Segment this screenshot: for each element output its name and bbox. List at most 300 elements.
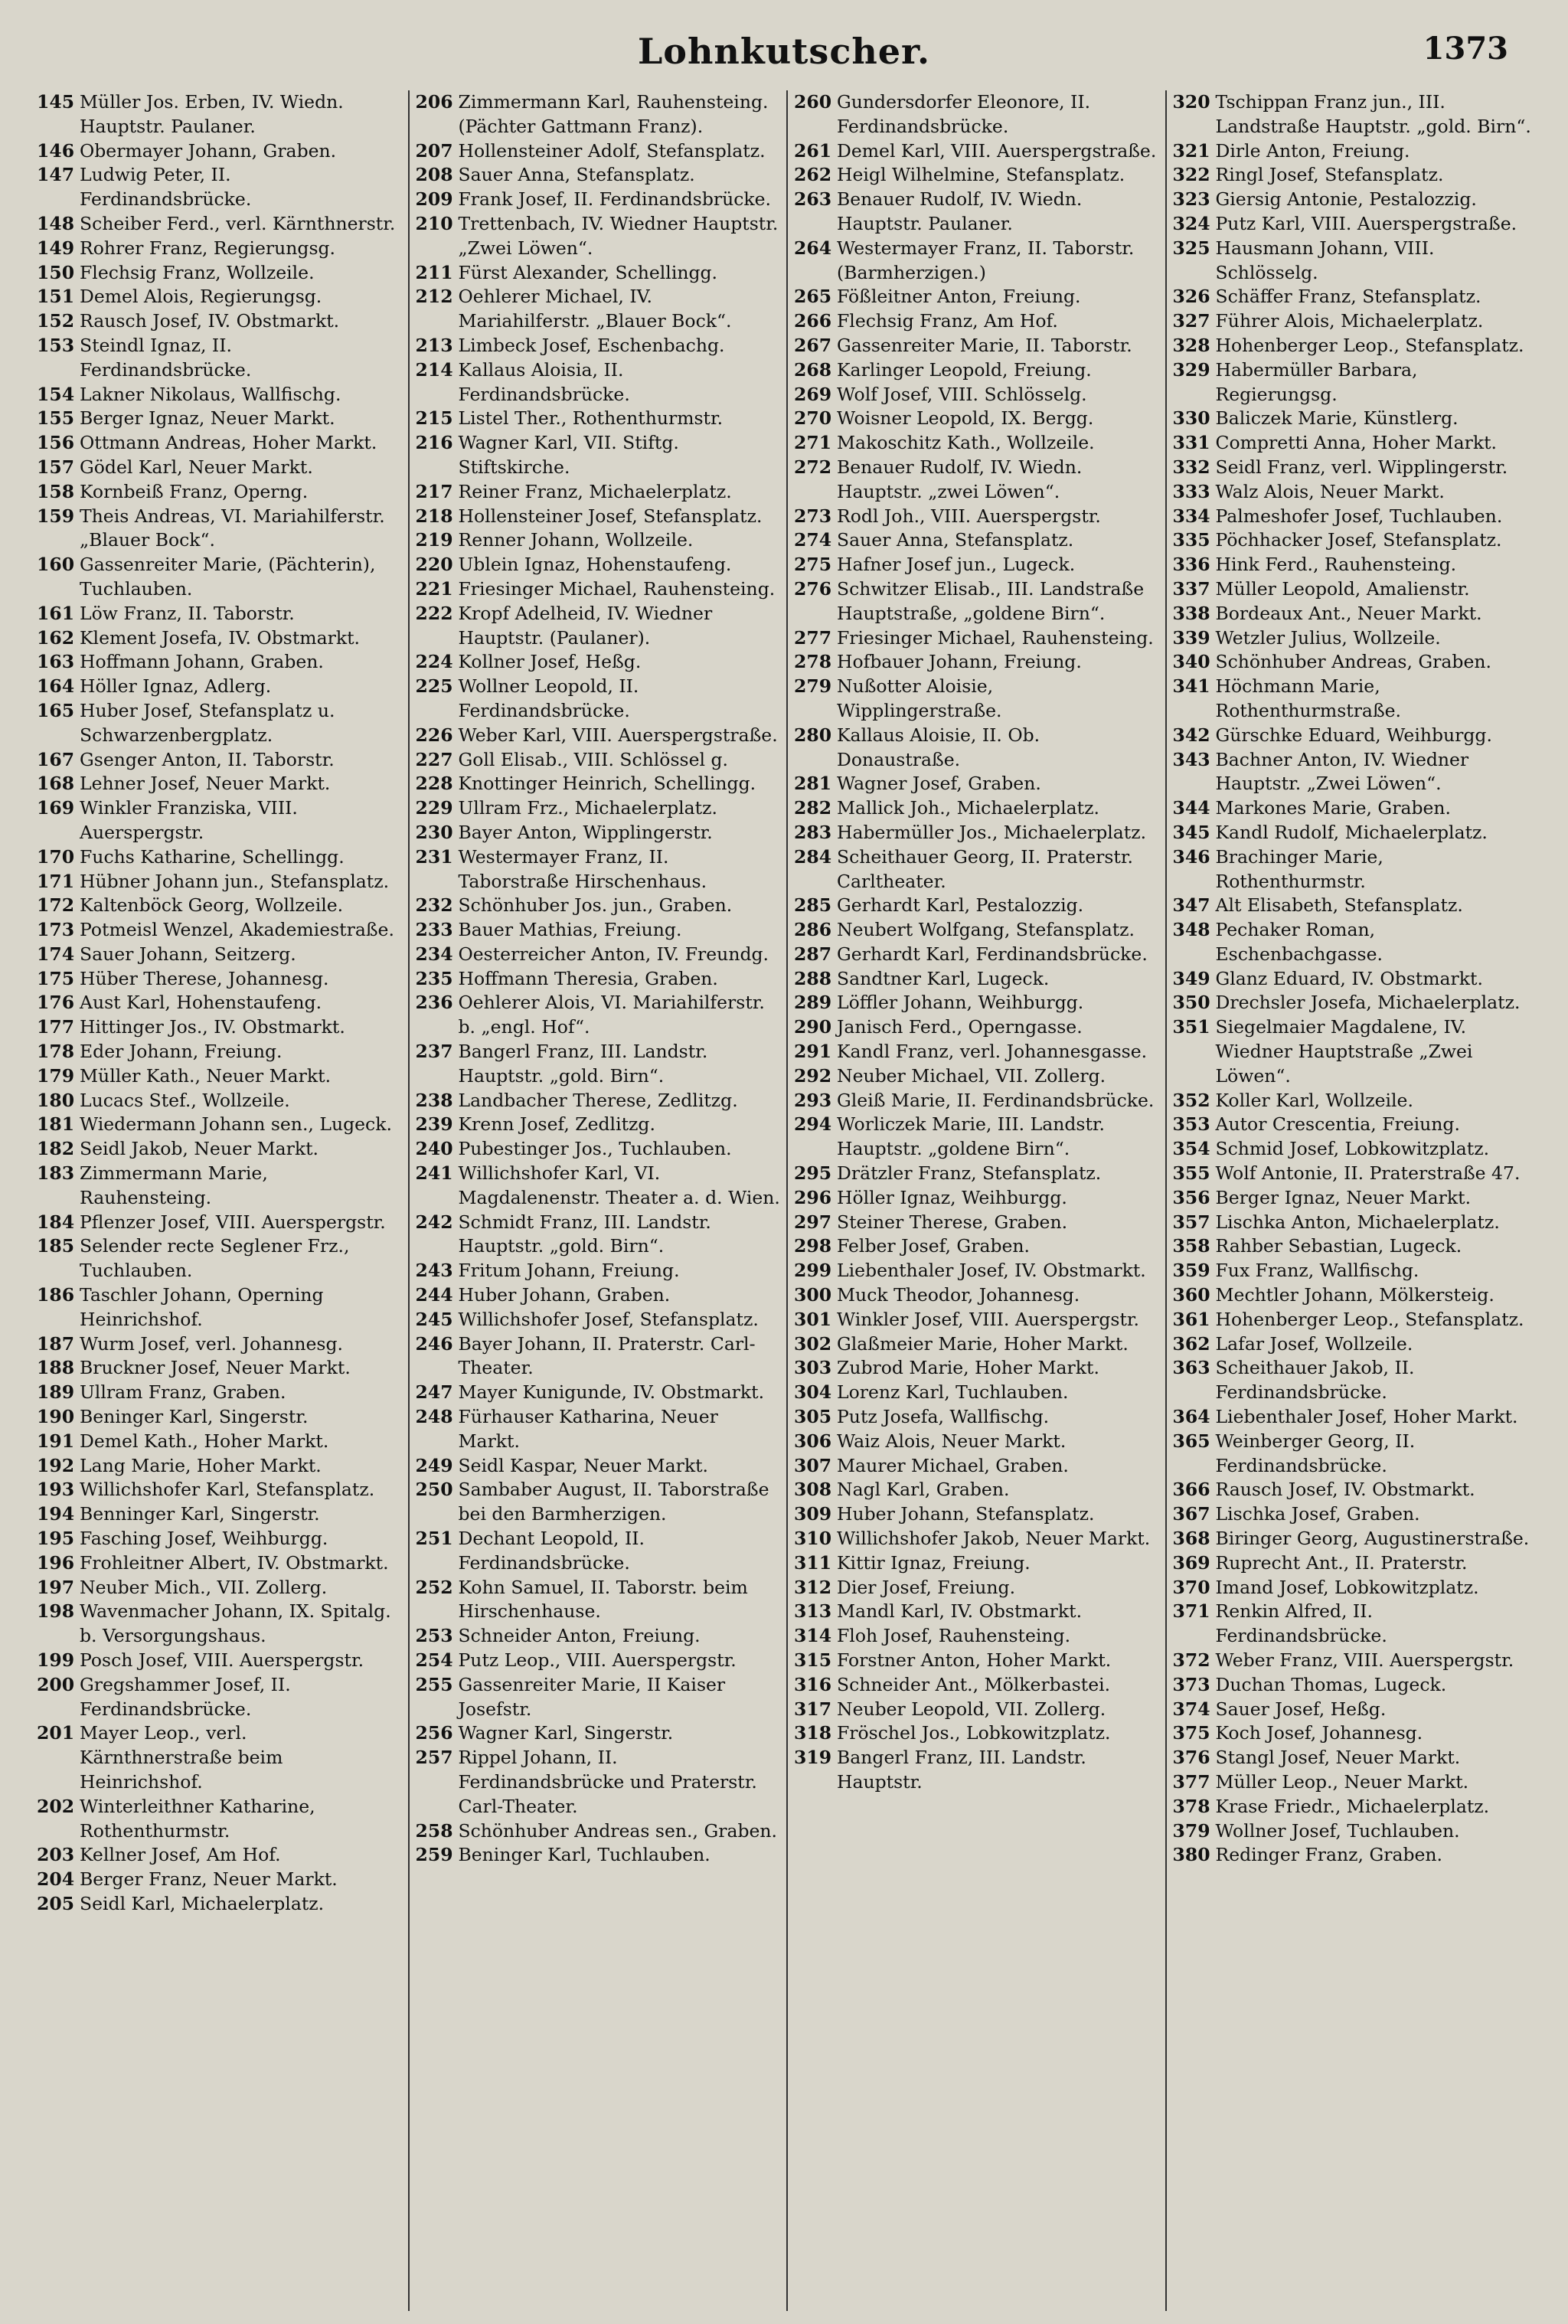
entry-text: Sauer Anna, Stefansplatz.: [458, 164, 695, 186]
directory-entry: [37, 456, 402, 480]
entry-number: 170: [37, 845, 75, 868]
directory-entry: [794, 1600, 1159, 1624]
entry-text: Hübner Johann jun., Stefansplatz.: [80, 870, 390, 892]
entry-text: Biringer Georg, Augustinerstraße.: [1215, 1528, 1530, 1550]
directory-entry: [794, 724, 1159, 773]
entry-number: 336: [1172, 554, 1210, 576]
entry-number: 322: [1172, 164, 1210, 186]
directory-entry: [794, 967, 1159, 992]
entry-text: Woisner Leopold, IX. Bergg.: [837, 407, 1094, 430]
entry-number: 226: [415, 724, 453, 746]
entry-number: 353: [1172, 1113, 1210, 1136]
entry-number: 280: [794, 724, 832, 746]
directory-entry: [794, 90, 1159, 139]
directory-entry: [37, 796, 402, 845]
entry-number: 252: [415, 1576, 453, 1598]
directory-entry: [37, 1795, 402, 1844]
entry-number: 341: [1172, 675, 1210, 698]
entry-number: 194: [37, 1503, 75, 1525]
entry-number: 255: [415, 1673, 453, 1695]
entry-number: 332: [1172, 456, 1210, 478]
entry-number: 213: [415, 334, 453, 356]
entry-number: 234: [415, 943, 453, 965]
entry-text: Höller Ignaz, Adlerg.: [80, 675, 272, 698]
entry-text: Gundersdorfer Eleonore, II. Ferdinandsbrücke.: [837, 91, 1091, 137]
directory-entry: [416, 845, 781, 894]
entry-text: Steindl Ignaz, II. Ferdinandsbrücke.: [80, 334, 252, 381]
column-1: [31, 90, 410, 2311]
directory-entry: [37, 431, 402, 456]
entry-number: 265: [794, 286, 832, 308]
entry-text: Kropf Adelheid, IV. Wiedner Hauptstr. (Paulaner).: [458, 602, 713, 649]
entry-text: Fürhauser Katharina, Neuer Markt.: [458, 1406, 718, 1452]
entry-number: 246: [415, 1332, 453, 1355]
entry-text: Giersig Antonie, Pestalozzig.: [1215, 188, 1477, 211]
entry-number: 208: [415, 164, 453, 186]
directory-entry: [1173, 1673, 1538, 1698]
entry-number: 372: [1172, 1649, 1210, 1671]
entry-number: 317: [794, 1698, 832, 1720]
entry-number: 247: [415, 1381, 453, 1404]
directory-entry: [794, 1211, 1159, 1235]
entry-text: Bruckner Josef, Neuer Markt.: [80, 1357, 351, 1379]
entry-number: 262: [794, 164, 832, 186]
entry-text: Fürst Alexander, Schellingg.: [458, 261, 718, 283]
directory-entry: [794, 1381, 1159, 1405]
entry-text: Wollner Leopold, II. Ferdinandsbrücke.: [458, 675, 639, 721]
entry-number: 305: [794, 1406, 832, 1428]
entry-text: Müller Jos. Erben, IV. Wiedn. Hauptstr. Paulaner.: [80, 91, 344, 137]
entry-number: 291: [794, 1041, 832, 1063]
directory-entry: [37, 1430, 402, 1454]
entry-number: 245: [415, 1308, 453, 1330]
directory-entry: [37, 602, 402, 626]
entry-number: 151: [37, 286, 75, 308]
entry-number: 361: [1172, 1308, 1210, 1330]
entry-text: Benauer Rudolf, IV. Wiedn. Hauptstr. Paulaner.: [837, 188, 1083, 234]
entry-text: Kornbeiß Franz, Operng.: [80, 480, 309, 502]
directory-entry: [1173, 650, 1538, 675]
entry-text: Willichshofer Jakob, Neuer Markt.: [837, 1528, 1151, 1550]
directory-entry: [37, 1478, 402, 1502]
directory-entry: [794, 456, 1159, 505]
directory-entry: [416, 1673, 781, 1722]
directory-entry: [37, 1089, 402, 1113]
directory-entry: [1173, 675, 1538, 724]
entry-text: Schmidt Franz, III. Landstr. Hauptstr. „gold. Birn“.: [458, 1211, 711, 1257]
entry-number: 165: [37, 699, 75, 721]
directory-entry: [37, 1064, 402, 1089]
directory-entry: [1173, 1746, 1538, 1770]
entry-text: Bachner Anton, IV. Wiedner Hauptstr. „Zwei Löwen“.: [1215, 748, 1469, 795]
directory-entry: [416, 1308, 781, 1332]
entry-text: Demel Karl, VIII. Auerspergstraße.: [837, 139, 1157, 162]
entry-number: 180: [37, 1089, 75, 1111]
column-3: [788, 90, 1167, 2311]
directory-entry: [1173, 431, 1538, 456]
entry-number: 153: [37, 334, 75, 356]
entry-number: 251: [415, 1528, 453, 1550]
directory-entry: [794, 553, 1159, 577]
entry-text: Müller Leopold, Amalienstr.: [1215, 577, 1470, 600]
entry-text: Berger Ignaz, Neuer Markt.: [1215, 1186, 1472, 1208]
entry-text: Putz Josefa, Wallfischg.: [837, 1406, 1050, 1428]
entry-number: 286: [794, 919, 832, 941]
entry-number: 272: [794, 456, 832, 478]
directory-entry: [1173, 334, 1538, 358]
entry-text: Wollner Josef, Tuchlauben.: [1215, 1819, 1460, 1842]
entry-number: 156: [37, 432, 75, 454]
entry-text: Kandl Franz, verl. Johannesgasse.: [837, 1041, 1148, 1063]
directory-entry: [1173, 528, 1538, 553]
entry-number: 367: [1172, 1503, 1210, 1525]
directory-entry: [37, 1673, 402, 1722]
entry-number: 357: [1172, 1211, 1210, 1233]
entry-text: Ottmann Andreas, Hoher Markt.: [80, 432, 377, 454]
entry-text: Trettenbach, IV. Wiedner Hauptstr. „Zwei Löwen“.: [458, 212, 779, 259]
entry-number: 186: [37, 1284, 75, 1306]
entry-text: Seidl Jakob, Neuer Markt.: [80, 1138, 319, 1160]
entry-number: 228: [415, 773, 453, 795]
entry-number: 168: [37, 773, 75, 795]
entry-text: Frohleitner Albert, IV. Obstmarkt.: [80, 1551, 389, 1574]
directory-entry: [416, 1819, 781, 1844]
directory-entry: [794, 334, 1159, 358]
entry-text: Pflenzer Josef, VIII. Auerspergstr.: [80, 1211, 386, 1233]
directory-entry: [794, 1502, 1159, 1527]
entry-number: 292: [794, 1064, 832, 1087]
entry-number: 240: [415, 1138, 453, 1160]
directory-entry: [794, 383, 1159, 407]
directory-entry: [37, 1527, 402, 1551]
entry-number: 299: [794, 1260, 832, 1282]
directory-entry: [1173, 845, 1538, 894]
entry-text: Huber Johann, Stefansplatz.: [837, 1503, 1095, 1525]
entry-number: 366: [1172, 1479, 1210, 1501]
entry-number: 217: [415, 480, 453, 502]
entry-number: 275: [794, 554, 832, 576]
directory-entry: [37, 991, 402, 1015]
directory-entry: [1173, 1211, 1538, 1235]
entry-number: 320: [1172, 91, 1210, 113]
entry-text: Hink Ferd., Rauhensteing.: [1215, 554, 1457, 576]
entry-number: 343: [1172, 748, 1210, 770]
entry-number: 157: [37, 456, 75, 478]
entry-text: Taschler Johann, Operning Heinrichshof.: [80, 1284, 324, 1330]
directory-entry: [416, 358, 781, 407]
entry-text: Weber Karl, VIII. Auerspergstraße.: [458, 724, 778, 746]
directory-entry: [37, 1137, 402, 1162]
entry-number: 311: [794, 1551, 832, 1574]
entry-text: Wurm Josef, verl. Johannesg.: [80, 1332, 343, 1355]
directory-entry: [416, 1113, 781, 1137]
directory-entry: [416, 505, 781, 529]
entry-text: Kohn Samuel, II. Taborstr. beim Hirschenhause.: [458, 1576, 748, 1623]
entry-text: Dirle Anton, Freiung.: [1215, 139, 1410, 162]
entry-text: Neuber Mich., VII. Zollerg.: [80, 1576, 328, 1598]
entry-number: 221: [415, 577, 453, 600]
page-header: [0, 31, 1568, 84]
directory-entry: [794, 1089, 1159, 1113]
directory-entry: [794, 675, 1159, 724]
directory-entry: [794, 1356, 1159, 1381]
entry-number: 155: [37, 407, 75, 430]
entry-text: Renkin Alfred, II. Ferdinandsbrücke.: [1215, 1600, 1387, 1647]
directory-entry: [1173, 748, 1538, 797]
entry-text: Lang Marie, Hoher Markt.: [80, 1454, 322, 1476]
directory-entry: [416, 334, 781, 358]
entry-text: Führer Alois, Michaelerplatz.: [1215, 310, 1484, 332]
directory-entry: [37, 1551, 402, 1576]
entry-number: 225: [415, 675, 453, 698]
entry-number: 206: [415, 91, 453, 113]
entry-text: Bangerl Franz, III. Landstr. Hauptstr. „gold. Birn“.: [458, 1041, 708, 1087]
entry-number: 150: [37, 261, 75, 283]
entry-text: Flechsig Franz, Wollzeile.: [80, 261, 315, 283]
entry-number: 283: [794, 821, 832, 843]
directory-entry: [1173, 1551, 1538, 1576]
entry-number: 202: [37, 1795, 75, 1817]
page-number: 1373: [1423, 31, 1508, 67]
entry-text: Sauer Josef, Heßg.: [1215, 1698, 1387, 1720]
entry-number: 271: [794, 432, 832, 454]
entry-text: Huber Josef, Stefansplatz u. Schwarzenbergplatz.: [80, 699, 335, 746]
entry-number: 237: [415, 1041, 453, 1063]
directory-entry: [1173, 358, 1538, 407]
entry-text: Schwitzer Elisab., III. Landstraße Hauptstraße, „goldene Birn“.: [837, 577, 1145, 624]
entry-text: Winterleithner Katharine, Rothenthurmstr.: [80, 1795, 315, 1842]
entry-text: Wolf Josef, VIII. Schlösselg.: [837, 383, 1087, 405]
directory-entry: [37, 309, 402, 334]
directory-entry: [1173, 1478, 1538, 1502]
entry-text: Felber Josef, Graben.: [837, 1235, 1031, 1257]
directory-entry: [416, 1137, 781, 1162]
entry-text: Zimmermann Marie, Rauhensteing.: [80, 1162, 268, 1208]
directory-entry: [1173, 139, 1538, 164]
entry-text: Kallaus Aloisie, II. Ob. Donaustraße.: [837, 724, 1040, 770]
directory-entry: [1173, 309, 1538, 334]
entry-text: Imand Josef, Lobkowitzplatz.: [1215, 1576, 1479, 1598]
directory-entry: [416, 821, 781, 845]
directory-entry: [1173, 1283, 1538, 1308]
entry-number: 162: [37, 626, 75, 649]
directory-entry: [416, 796, 781, 821]
entry-number: 290: [794, 1016, 832, 1038]
entry-number: 364: [1172, 1406, 1210, 1428]
entry-text: Fößleitner Anton, Freiung.: [837, 286, 1081, 308]
directory-entry: [416, 1381, 781, 1405]
directory-entry: [794, 407, 1159, 431]
entry-text: Brachinger Marie, Rothenthurmstr.: [1215, 845, 1383, 892]
entry-text: Löffler Johann, Weihburgg.: [837, 992, 1084, 1014]
entry-text: Fux Franz, Wallfischg.: [1215, 1260, 1419, 1282]
entry-text: Hüber Therese, Johannesg.: [80, 967, 329, 989]
entry-number: 190: [37, 1406, 75, 1428]
entry-text: Waiz Alois, Neuer Markt.: [837, 1430, 1067, 1452]
entry-text: Schäffer Franz, Stefansplatz.: [1215, 286, 1481, 308]
entry-text: Schmid Josef, Lobkowitzplatz.: [1215, 1138, 1490, 1160]
entry-number: 328: [1172, 334, 1210, 356]
directory-entry: [37, 480, 402, 505]
directory-entry: [794, 918, 1159, 943]
directory-entry: [1173, 1502, 1538, 1527]
entry-text: Drechsler Josefa, Michaelerplatz.: [1215, 992, 1521, 1014]
directory-entry: [37, 650, 402, 675]
directory-entry: [416, 748, 781, 773]
directory-entry: [1173, 1162, 1538, 1186]
entry-text: Ringl Josef, Stefansplatz.: [1215, 164, 1444, 186]
entry-number: 259: [415, 1844, 453, 1866]
entry-number: 338: [1172, 602, 1210, 624]
entry-number: 160: [37, 554, 75, 576]
entry-text: Maurer Michael, Graben.: [837, 1454, 1069, 1476]
directory-entry: [1173, 894, 1538, 918]
entry-number: 235: [415, 967, 453, 989]
entry-number: 335: [1172, 529, 1210, 551]
entry-number: 219: [415, 529, 453, 551]
entry-text: Worliczek Marie, III. Landstr. Hauptstr. „goldene Birn“.: [837, 1113, 1106, 1160]
entry-number: 179: [37, 1064, 75, 1087]
directory-entry: [37, 553, 402, 602]
directory-entry: [794, 1478, 1159, 1502]
directory-entry: [416, 602, 781, 651]
directory-entry: [1173, 918, 1538, 967]
entry-text: Wetzler Julius, Wollzeile.: [1215, 626, 1441, 649]
column-4: [1167, 90, 1544, 2311]
entry-number: 337: [1172, 577, 1210, 600]
entry-number: 207: [415, 139, 453, 162]
entry-number: 171: [37, 870, 75, 892]
directory-entry: [1173, 237, 1538, 286]
entry-number: 224: [415, 651, 453, 673]
directory-entry: [37, 285, 402, 309]
entry-number: 187: [37, 1332, 75, 1355]
entry-text: Bayer Anton, Wipplingerstr.: [458, 821, 713, 843]
directory-entry: [794, 991, 1159, 1015]
directory-entry: [1173, 163, 1538, 188]
entry-number: 182: [37, 1138, 75, 1160]
entry-number: 212: [415, 286, 453, 308]
directory-entry: [416, 1211, 781, 1260]
entry-text: Walz Alois, Neuer Markt.: [1215, 480, 1445, 502]
entry-number: 147: [37, 164, 75, 186]
entry-text: Limbeck Josef, Eschenbachg.: [458, 334, 725, 356]
entry-number: 326: [1172, 286, 1210, 308]
entry-text: Scheithauer Georg, II. Praterstr. Carltheater.: [837, 845, 1133, 892]
entry-text: Gödel Karl, Neuer Markt.: [80, 456, 313, 478]
directory-entry: [37, 505, 402, 554]
directory-entry: [416, 1405, 781, 1454]
entry-number: 276: [794, 577, 832, 600]
entry-number: 257: [415, 1747, 453, 1769]
entry-text: Neuber Leopold, VII. Zollerg.: [837, 1698, 1106, 1720]
directory-entry: [794, 1040, 1159, 1064]
entry-number: 249: [415, 1454, 453, 1476]
entry-text: Ruprecht Ant., II. Praterstr.: [1215, 1551, 1468, 1574]
directory-entry: [37, 1234, 402, 1283]
entry-number: 241: [415, 1162, 453, 1185]
entry-text: Oesterreicher Anton, IV. Freundg.: [458, 943, 769, 965]
directory-entry: [37, 1356, 402, 1381]
entry-number: 278: [794, 651, 832, 673]
entry-text: Benauer Rudolf, IV. Wiedn. Hauptstr. „zwei Löwen“.: [837, 456, 1083, 502]
entry-number: 204: [37, 1868, 75, 1891]
directory-entry: [416, 1089, 781, 1113]
entry-number: 281: [794, 773, 832, 795]
entry-text: Lakner Nikolaus, Wallfischg.: [80, 383, 341, 405]
directory-entry: [37, 894, 402, 918]
directory-entry: [37, 334, 402, 383]
entry-text: Steiner Therese, Graben.: [837, 1211, 1068, 1233]
column-2: [410, 90, 789, 2311]
entry-number: 329: [1172, 358, 1210, 381]
entry-number: 289: [794, 992, 832, 1014]
entry-text: Theis Andreas, VI. Mariahilferstr. „Blauer Bock“.: [80, 505, 385, 551]
entry-text: Demel Kath., Hoher Markt.: [80, 1430, 329, 1452]
entry-number: 325: [1172, 237, 1210, 259]
directory-entry: [794, 1064, 1159, 1089]
entry-number: 347: [1172, 894, 1210, 917]
entry-text: Mandl Karl, IV. Obstmarkt.: [837, 1600, 1083, 1623]
entry-number: 230: [415, 821, 453, 843]
entry-text: Koch Josef, Johannesg.: [1215, 1722, 1423, 1744]
directory-entry: [794, 1186, 1159, 1211]
directory-entry: [37, 1868, 402, 1892]
entry-text: Oehlerer Alois, VI. Mariahilferstr. b. „engl. Hof“.: [458, 992, 765, 1038]
directory-entry: [37, 261, 402, 286]
entry-number: 146: [37, 139, 75, 162]
directory-entry: [1173, 1649, 1538, 1673]
entry-number: 264: [794, 237, 832, 259]
directory-entry: [1173, 1795, 1538, 1819]
entry-text: Sauer Johann, Seitzerg.: [80, 943, 296, 965]
directory-entry: [37, 1211, 402, 1235]
entry-number: 368: [1172, 1528, 1210, 1550]
entry-number: 199: [37, 1649, 75, 1671]
directory-entry: [37, 237, 402, 261]
entry-text: Kandl Rudolf, Michaelerplatz.: [1215, 821, 1488, 843]
entry-number: 303: [794, 1357, 832, 1379]
directory-entry: [37, 1405, 402, 1430]
entry-text: Beninger Karl, Singerstr.: [80, 1406, 309, 1428]
entry-text: Renner Johann, Wollzeile.: [458, 529, 694, 551]
entry-number: 312: [794, 1576, 832, 1598]
directory-entry: [1173, 1259, 1538, 1283]
entry-text: Heigl Wilhelmine, Stefansplatz.: [837, 164, 1125, 186]
entry-number: 377: [1172, 1770, 1210, 1793]
directory-entry: [1173, 1405, 1538, 1430]
directory-entry: [416, 1283, 781, 1308]
entry-number: 218: [415, 505, 453, 527]
entry-text: Fröschel Jos., Lobkowitzplatz.: [837, 1722, 1111, 1744]
entry-text: Müller Kath., Neuer Markt.: [80, 1064, 332, 1087]
entry-text: Demel Alois, Regierungsg.: [80, 286, 322, 308]
directory-entry: [1173, 1721, 1538, 1746]
entry-text: Scheithauer Jakob, II. Ferdinandsbrücke.: [1215, 1357, 1415, 1404]
directory-entry: [794, 1454, 1159, 1479]
entry-text: Sambaber August, II. Taborstraße bei den Barmherzigen.: [458, 1479, 769, 1525]
entry-text: Glanz Eduard, IV. Obstmarkt.: [1215, 967, 1483, 989]
directory-entry: [794, 1624, 1159, 1649]
entry-text: Hohenberger Leop., Stefansplatz.: [1215, 1308, 1524, 1330]
directory-entry: [794, 309, 1159, 334]
directory-entry: [416, 553, 781, 577]
directory-entry: [1173, 626, 1538, 651]
entry-text: Lischka Josef, Graben.: [1215, 1503, 1420, 1525]
entry-text: Friesinger Michael, Rauhensteing.: [837, 626, 1154, 649]
directory-entry: [1173, 1186, 1538, 1211]
entry-text: Aust Karl, Hohenstaufeng.: [80, 992, 322, 1014]
